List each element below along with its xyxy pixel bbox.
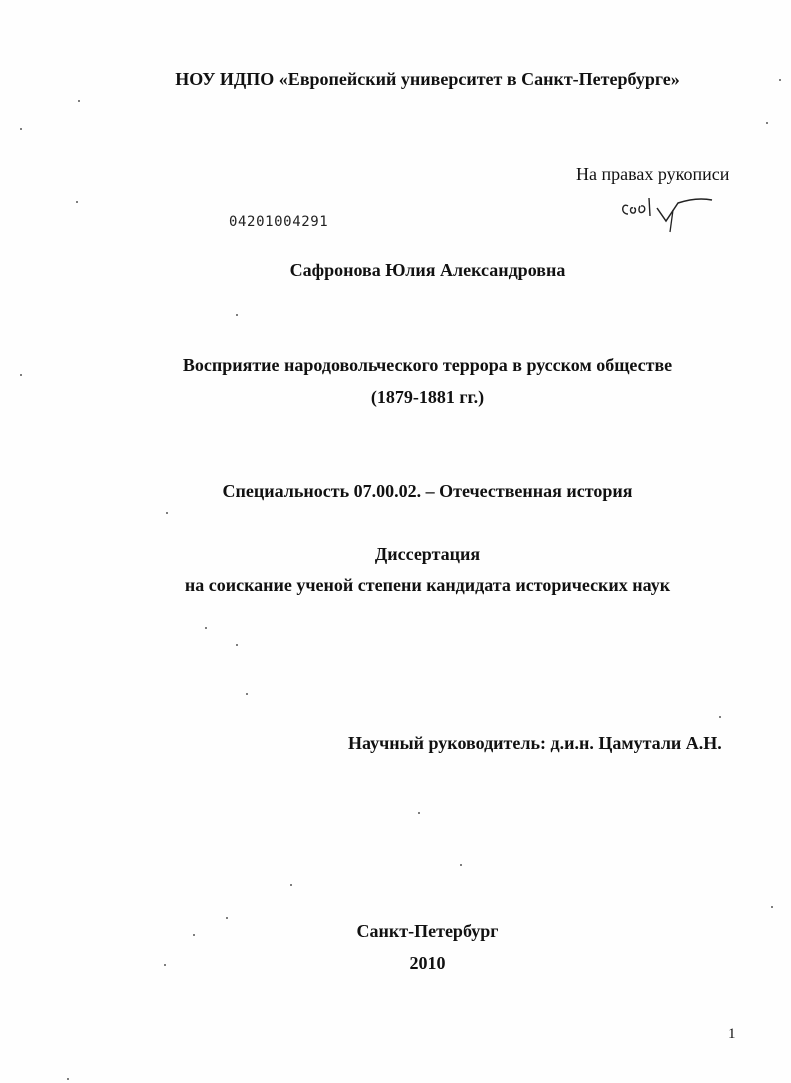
scan-speck: [164, 964, 166, 966]
thesis-title-line-1: Восприятие народовольческого террора в русском обществе: [182, 355, 673, 375]
year-line: 2010: [409, 953, 446, 973]
scan-speck: [193, 934, 195, 936]
scan-speck: [460, 864, 462, 866]
degree-line: на соискание ученой степени кандидата исторических наук: [184, 575, 671, 595]
rights-note: На правах рукописи: [576, 164, 730, 184]
scan-speck: [771, 906, 773, 908]
scan-speck: [205, 627, 207, 629]
scan-speck: [76, 201, 78, 203]
supervisor-line: Научный руководитель: д.и.н. Цамутали А.Н.: [348, 733, 722, 753]
scan-speck: [779, 79, 781, 81]
scan-speck: [236, 314, 238, 316]
thesis-title-line-2: (1879-1881 гг.): [370, 387, 485, 407]
scan-speck: [78, 100, 80, 102]
signature-icon: [620, 190, 720, 238]
institution-header: НОУ ИДПО «Европейский университет в Санкт-Петербурге»: [175, 69, 680, 89]
archive-number: 04201004291: [229, 214, 329, 230]
scan-speck: [20, 374, 22, 376]
scan-speck: [166, 512, 168, 514]
author-name: Сафронова Юлия Александровна: [289, 260, 566, 280]
specialty-line: Специальность 07.00.02. – Отечественная история: [222, 481, 633, 501]
scan-speck: [290, 884, 292, 886]
scan-speck: [766, 122, 768, 124]
city-line: Санкт-Петербург: [356, 921, 499, 941]
scan-speck: [236, 644, 238, 646]
page-number: 1: [728, 1026, 736, 1042]
scan-speck: [418, 812, 420, 814]
scan-speck: [246, 693, 248, 695]
scan-speck: [20, 128, 22, 130]
scan-speck: [67, 1078, 69, 1080]
document-type: Диссертация: [374, 544, 481, 564]
scan-speck: [226, 917, 228, 919]
scan-speck: [719, 716, 721, 718]
